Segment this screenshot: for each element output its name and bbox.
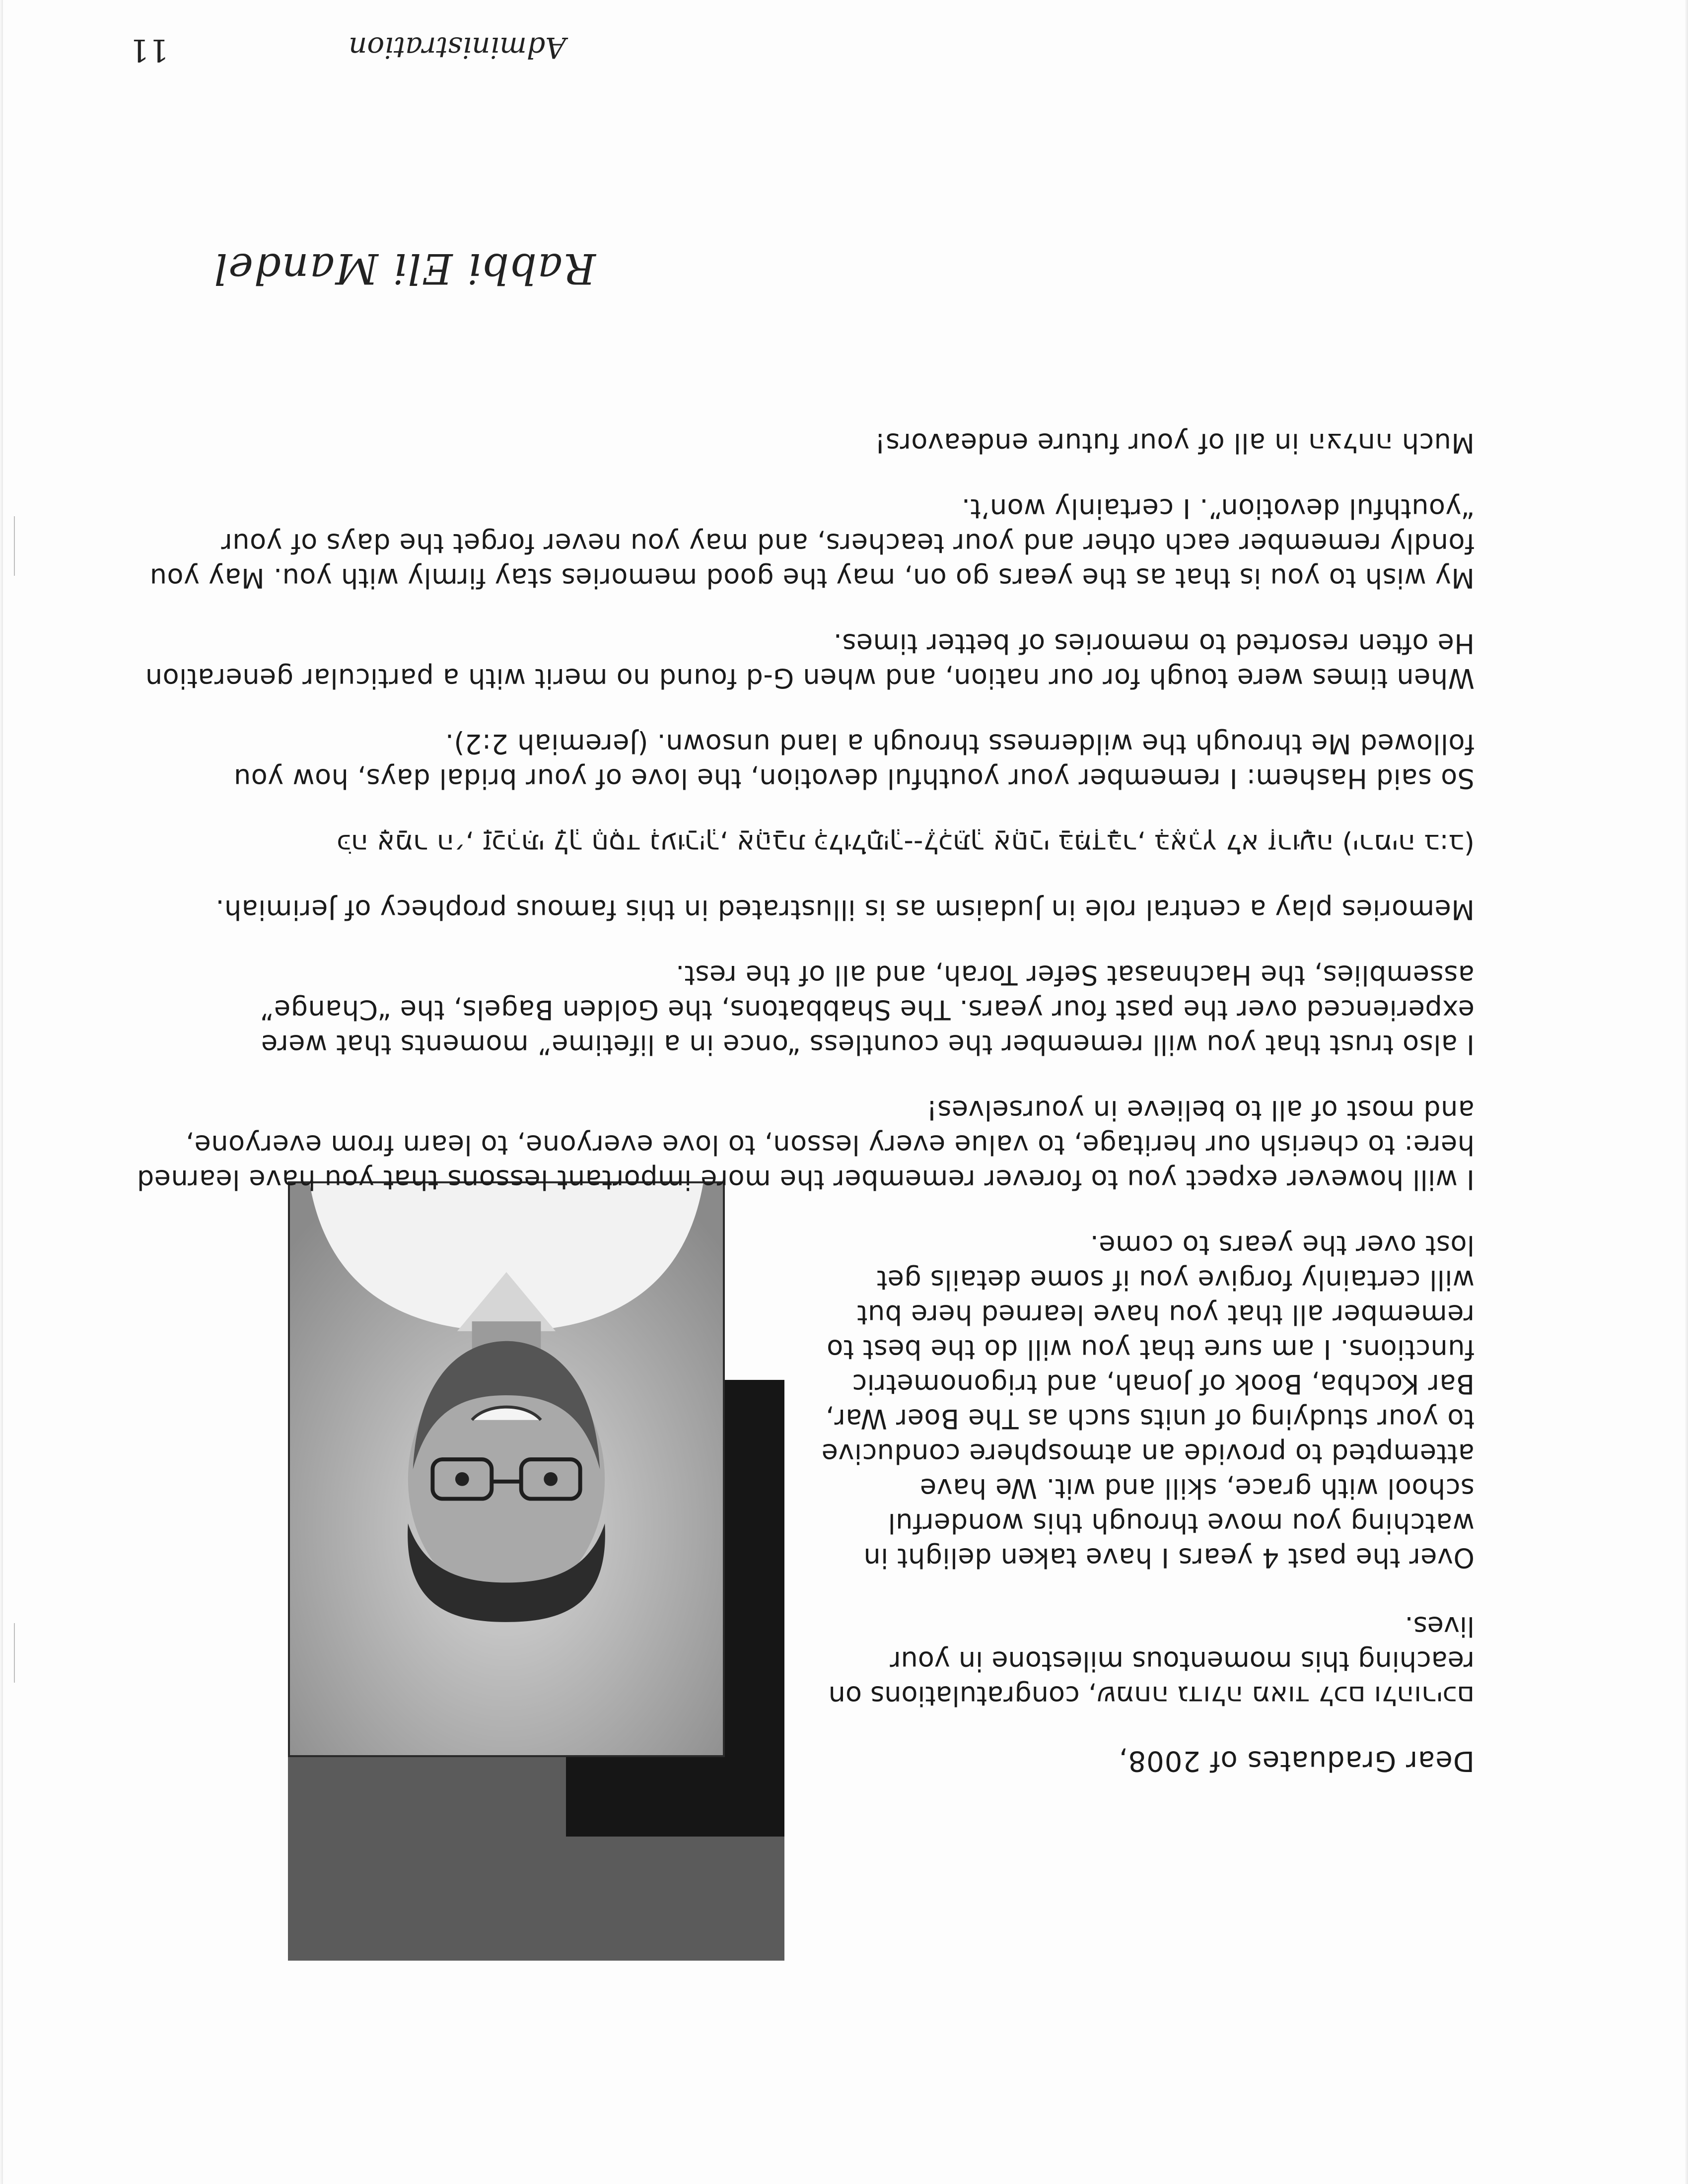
- scan-edge: [1685, 0, 1688, 2184]
- letter-paragraph: When times were tough for our nation, and when G-d found no merit with a particular generation He often resorted to memories of better times.: [145, 628, 1475, 694]
- letter-paragraph: I will however expect you to forever remember the more important lessons that you have learned here: to cherish our heritage, to value every lesson, to love everyone, to learn from everyone, and most of all to believe in yourselves!: [137, 1094, 1475, 1195]
- scan-edge: [0, 0, 3, 2184]
- closing-line: Much הצלחה in all of your future endeavors!: [874, 427, 1475, 459]
- letter-body: [134, 395, 1475, 1777]
- letter-paragraph: So said Hashem: I remember your youthful devotion, the love of your bridal days, how you followed Me through the wilderness through a land unsown. (Jeremiah 2:2).: [233, 728, 1475, 794]
- hebrew-quote: כֹּה אָמַר ה׳, זָכַרְתִּי לָךְ חֶסֶד נְעוּרַיִךְ, אַהֲבַת כְּלוּלֹתָיִךְ--לֶכְתֵּךְ אַחֲרַי בַּמִּדְבָּר, בְּאֶרֶץ לֹא זְרוּעָה (ירמיה ב:ב): [337, 828, 1475, 860]
- intro-paragraph: שמחה גדולה מאוד לכם ולהוריכם, congratulations on reaching this momentous milestone in your lives.: [828, 1611, 1475, 1711]
- signature: Rabbi Eli Mandel: [213, 244, 596, 293]
- scan-mark: [14, 516, 15, 576]
- salutation: Dear Graduates of 2008,: [1118, 1745, 1475, 1777]
- scan-mark: [14, 1623, 15, 1683]
- letter-paragraph: Over the past 4 years I have taken delight in watching you move through this wonderful school with grace, skill and wit. We have attempted to provide an atmosphere conducive to your studying of units such as The Boer War, Bar Kochba, Book of Jonah, and trigonometric functions. I am sure that you will do the best to remember all that you have learned here but will certainly forgive you if some details get lost over the years to come.: [821, 1229, 1475, 1573]
- section-title: Administration: [349, 31, 566, 65]
- letter-paragraph: My wish to you is that as the years go on, may the good memories stay firmly with you. May you fondly remember each other and your teachers, and may you never forget the days of your “youthful devotion”. I certainly won’t.: [149, 493, 1475, 594]
- page-number: 11: [130, 32, 169, 68]
- letter-paragraph: Memories play a central role in Judaism as is illustrated in this famous prophecy of Jerimiah.: [215, 894, 1475, 925]
- letter-paragraph: I also trust that you will remember the countless “once in a lifetime” moments that were experienced over the past four years. The Shabbatons, the Golden Bagels, the “Change” assemblies, the Hachnasat Sefer Torah, and all of the rest.: [260, 959, 1475, 1060]
